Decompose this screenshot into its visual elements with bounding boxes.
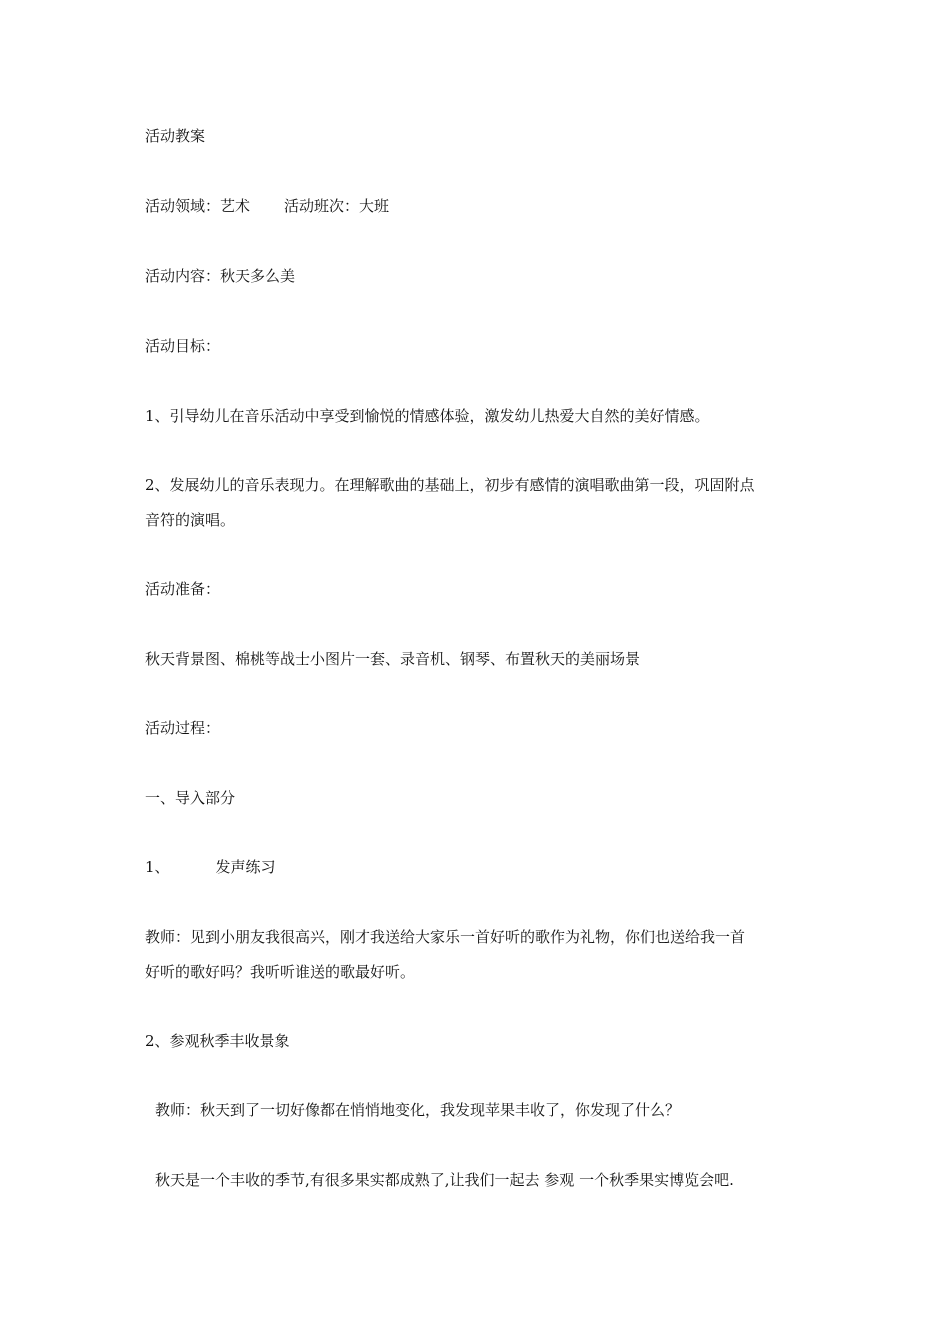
activity-domain: 活动领域：艺术 bbox=[145, 197, 251, 215]
preparation-text: 秋天背景图、棉桃等战士小图片一套、录音机、钢琴、布置秋天的美丽场景 bbox=[145, 650, 641, 668]
part-one-heading: 一、导入部分 bbox=[145, 789, 236, 807]
process-heading: 活动过程： bbox=[145, 719, 221, 737]
step-one-text: 发声练习 bbox=[215, 858, 276, 876]
teacher-speech-1-line-2: 好听的歌好吗？我听听谁送的歌最好听。 bbox=[145, 963, 416, 981]
step-one-line bbox=[145, 855, 825, 880]
activity-content: 活动内容：秋天多么美 bbox=[145, 267, 296, 285]
goals-heading: 活动目标： bbox=[145, 337, 221, 355]
goal-item-2-line-1: 2、发展幼儿的音乐表现力。在理解歌曲的基础上，初步有感情的演唱歌曲第一段，巩固附点 bbox=[145, 476, 755, 494]
closing-paragraph: 秋天是一个丰收的季节,有很多果实都成熟了,让我们一起去 参观 一个秋季果实博览会吧. bbox=[155, 1171, 734, 1189]
step-two-heading: 2、参观秋季丰收景象 bbox=[145, 1032, 290, 1050]
step-one-number: 1、 bbox=[145, 858, 170, 876]
document-title: 活动教案 bbox=[145, 127, 206, 145]
activity-info-line bbox=[145, 194, 825, 219]
goal-item-2-line-2: 音符的演唱。 bbox=[145, 511, 236, 529]
teacher-speech-1-line-1: 教师：见到小朋友我很高兴，刚才我送给大家乐一首好听的歌作为礼物，你们也送给我一首 bbox=[145, 928, 746, 946]
teacher-speech-2: 教师：秋天到了一切好像都在悄悄地变化，我发现苹果丰收了，你发现了什么？ bbox=[155, 1101, 681, 1119]
preparation-heading: 活动准备： bbox=[145, 580, 221, 598]
activity-class: 活动班次：大班 bbox=[284, 197, 390, 215]
goal-item-1: 1、引导幼儿在音乐活动中享受到愉悦的情感体验，激发幼儿热爱大自然的美好情感。 bbox=[145, 407, 710, 425]
